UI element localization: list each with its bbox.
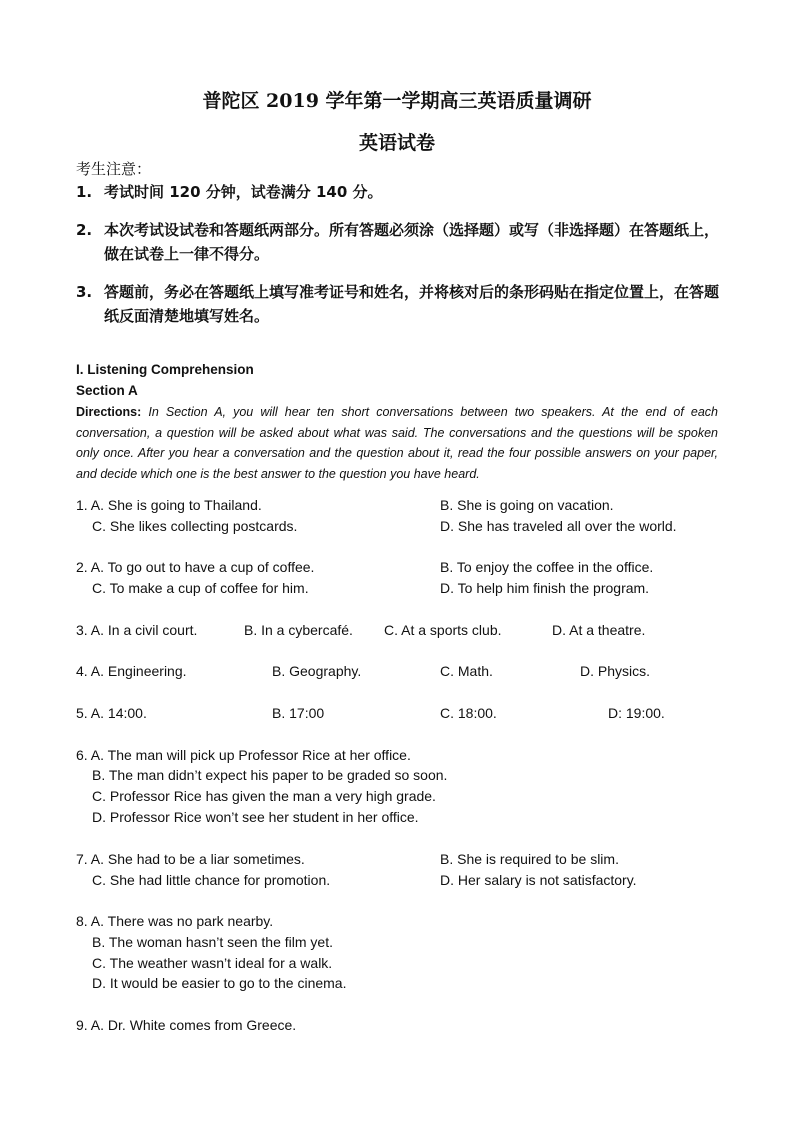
directions-label: Directions: (76, 405, 142, 419)
q1-option-a: 1. A. She is going to Thailand. (76, 497, 262, 513)
directions (76, 402, 718, 484)
q8-option-d: D. It would be easier to go to the cinema. (92, 975, 347, 991)
q7-option-d: D. Her salary is not satisfactory. (440, 872, 637, 888)
q2-option-c: C. To make a cup of coffee for him. (92, 580, 309, 596)
q7-option-b: B. She is required to be slim. (440, 851, 619, 867)
q4-option-c: C. Math. (440, 663, 493, 679)
q4-option-b: B. Geography. (272, 663, 362, 679)
q3-option-b: B. In a cybercafé. (244, 622, 353, 638)
page-title: 普陀区 2019 学年第一学期高三英语质量调研 (202, 90, 592, 112)
q4-option-d: D. Physics. (580, 663, 651, 679)
page-subtitle: 英语试卷 (358, 132, 435, 154)
q8-option-b: B. The woman hasn’t seen the film yet. (92, 934, 333, 950)
q7-option-c: C. She had little chance for promotion. (92, 872, 331, 888)
q1-option-c: C. She likes collecting postcards. (92, 518, 298, 534)
notice-item-number: 2. (76, 221, 93, 239)
q3-option-c: C. At a sports club. (384, 622, 502, 638)
directions-text: In Section A, you will hear ten short conversations between two speakers. At the end of each conversation, a question will be asked about what was said. The conversations and the questions will be spoken only once. After you hear a conversation and the question about it, read the four possible answers on your paper, and decide which one is the best answer to the question you have heard. (76, 405, 718, 481)
part-heading: I. Listening Comprehension (76, 362, 254, 377)
notice-item-text: 本次考试设试卷和答题纸两部分。所有答题必须涂（选择题）或写（非选择题）在答题纸上，做在试卷上一律不得分。 (104, 221, 720, 263)
notice-item (76, 180, 720, 204)
q4-option-a: 4. A. Engineering. (76, 663, 187, 679)
q5-option-c: C. 18:00. (440, 705, 497, 721)
notice-item (76, 280, 720, 328)
q2-option-d: D. To help him finish the program. (440, 580, 650, 596)
q3-option-a: 3. A. In a civil court. (76, 622, 198, 638)
q5-option-b: B. 17:00 (272, 705, 325, 721)
q1-option-b: B. She is going on vacation. (440, 497, 614, 513)
q1-option-d: D. She has traveled all over the world. (440, 518, 677, 534)
q7-option-a: 7. A. She had to be a liar sometimes. (76, 851, 305, 867)
q9-option-a: 9. A. Dr. White comes from Greece. (76, 1017, 297, 1033)
q6-option-a: 6. A. The man will pick up Professor Rice at her office. (76, 747, 411, 763)
section-heading: Section A (76, 383, 138, 398)
q2-option-b: B. To enjoy the coffee in the office. (440, 559, 654, 575)
q8-option-a: 8. A. There was no park nearby. (76, 913, 274, 929)
q5-option-d: D: 19:00. (608, 705, 665, 721)
notice-heading: 考生注意： (76, 160, 152, 178)
q5-option-a: 5. A. 14:00. (76, 705, 147, 721)
notice-item-number: 3. (76, 283, 93, 301)
q6-option-c: C. Professor Rice has given the man a very high grade. (92, 788, 436, 804)
q6-option-b: B. The man didn’t expect his paper to be graded so soon. (92, 767, 448, 783)
q3-option-d: D. At a theatre. (552, 622, 646, 638)
q2-option-a: 2. A. To go out to have a cup of coffee. (76, 559, 315, 575)
q8-option-c: C. The weather wasn’t ideal for a walk. (92, 955, 333, 971)
notice-item (76, 218, 720, 266)
notice-item-text: 考试时间 120 分钟，试卷满分 140 分。 (104, 183, 383, 201)
q6-option-d: D. Professor Rice won’t see her student in her office. (92, 809, 419, 825)
notice-item-text: 答题前，务必在答题纸上填写准考证号和姓名，并将核对后的条形码贴在指定位置上，在答题纸反面清楚地填写姓名。 (104, 283, 720, 325)
notice-item-number: 1. (76, 183, 93, 201)
